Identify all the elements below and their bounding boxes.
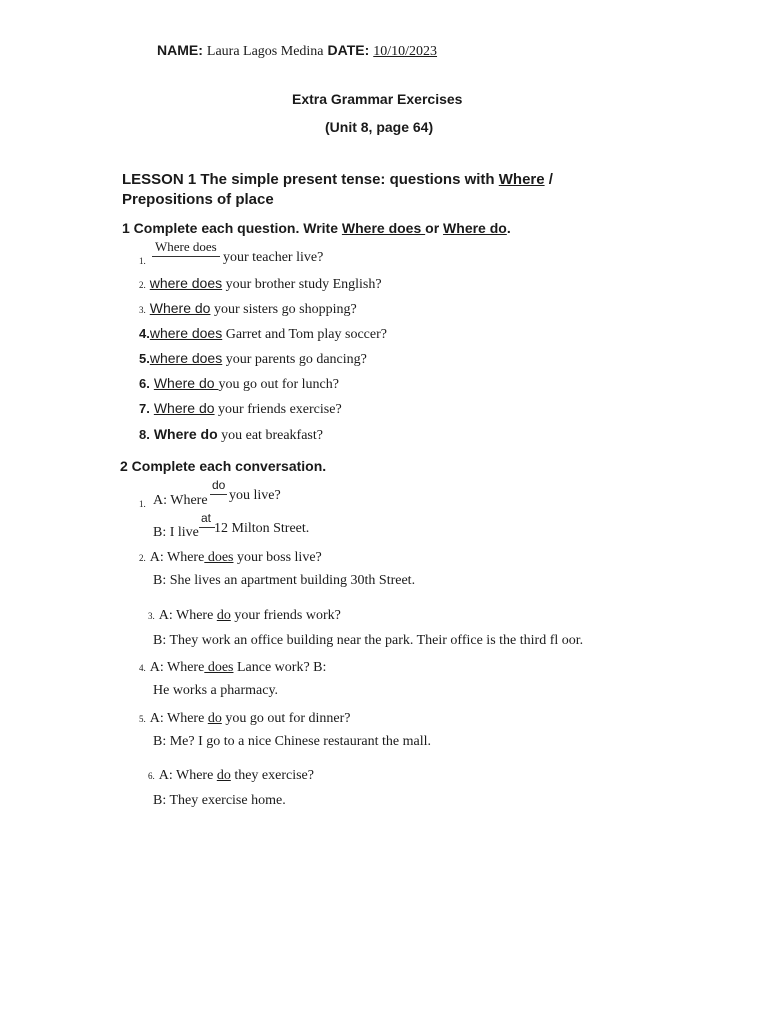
item-number: 3. <box>139 305 146 315</box>
name-label: NAME: <box>157 42 203 58</box>
item-number: 5. <box>139 714 146 724</box>
conv-5-answer: do <box>207 711 222 726</box>
question-3-text: your sisters go shopping? <box>210 302 357 317</box>
item-number: 4. <box>139 326 150 341</box>
list-item <box>139 426 323 444</box>
item-number: 2. <box>139 553 146 563</box>
conv-1-b-prefix: B: I live <box>153 525 199 540</box>
item-number: 4. <box>139 663 146 673</box>
conv-1-a-answer: do <box>212 478 226 492</box>
list-item <box>139 275 382 293</box>
conv-1-b-answer: at <box>201 511 212 525</box>
conversation-5-a: 5. A: Where do you go out for dinner? <box>139 711 351 726</box>
item-number: 6. <box>139 376 150 391</box>
conv-1-b-blank <box>199 527 215 528</box>
list-item <box>139 375 339 393</box>
answer-3: Where do <box>149 300 211 316</box>
item-number: 8. <box>139 427 150 442</box>
date-label: DATE: <box>327 42 370 58</box>
answer-4: where does <box>149 325 223 341</box>
exercise-2-instruction: 2 Complete each conversation. <box>120 458 327 474</box>
answer-6: Where do <box>153 375 219 391</box>
item-number: 1. <box>139 499 146 509</box>
item-number: 7. <box>139 401 150 416</box>
conv-1-a-rest: you live? <box>229 488 281 503</box>
list-item <box>139 400 342 418</box>
item-number: 6. <box>148 771 155 781</box>
item-number: 3. <box>148 611 155 621</box>
lesson-heading: LESSON 1 The simple present tense: questions with Where / <box>122 171 553 188</box>
question-5-text: your parents go dancing? <box>222 352 367 367</box>
conversation-2-a: 2. A: Where does your boss live? <box>139 550 322 565</box>
exercise-1-instruction: 1 Complete each question. Write Where does or Where do. <box>122 220 511 236</box>
answer-8: Where do <box>153 426 218 442</box>
conv-6-answer: do <box>216 768 231 783</box>
question-8-text: you eat breakfast? <box>217 428 323 443</box>
header <box>157 42 437 60</box>
conversation-6-a: 6. A: Where do they exercise? <box>148 768 314 783</box>
page-subtitle: (Unit 8, page 64) <box>325 119 434 135</box>
page-title: Extra Grammar Exercises <box>292 91 463 107</box>
question-1-text: your teacher live? <box>223 250 324 265</box>
conversation-3-a: 3. A: Where do your friends work? <box>148 608 341 623</box>
question-4-text: Garret and Tom play soccer? <box>222 327 387 342</box>
answer-7: Where do <box>153 400 215 416</box>
question-2-text: your brother study English? <box>222 277 382 292</box>
list-item <box>139 325 387 343</box>
conversation-3-b: B: They work an office building near the park. Their office is the third fl oor. <box>153 633 584 648</box>
answer-2: where does <box>149 275 223 291</box>
conversation-5-b: B: Me? I go to a nice Chinese restaurant the mall. <box>153 734 431 749</box>
conversation-2-b: B: She lives an apartment building 30th Street. <box>153 573 416 588</box>
conv-1-a-prefix: A: Where <box>153 493 208 508</box>
answer-1: Where does <box>155 239 217 254</box>
answer-5: where does <box>149 350 223 366</box>
conv-2-answer: does <box>204 550 234 565</box>
lesson-heading-line2: Prepositions of place <box>122 191 274 208</box>
item-number: 1. <box>139 256 146 266</box>
item-number: 2. <box>139 280 146 290</box>
question-6-text: you go out for lunch? <box>218 377 339 392</box>
name-value: Laura Lagos Medina <box>206 44 324 59</box>
answer-1-blank <box>152 256 220 257</box>
question-7-text: your friends exercise? <box>214 402 342 417</box>
date-value: 10/10/2023 <box>373 44 438 59</box>
conv-1-a-blank <box>210 494 227 495</box>
conversation-4-b: He works a pharmacy. <box>153 683 279 698</box>
conv-4-answer: does <box>204 660 234 675</box>
item-number: 5. <box>139 351 150 366</box>
conversation-4-a: 4. A: Where does Lance work? B: <box>139 660 327 675</box>
conv-3-answer: do <box>216 608 231 623</box>
conv-1-b-rest: 12 Milton Street. <box>214 521 310 536</box>
list-item <box>139 350 367 368</box>
conversation-6-b: B: They exercise home. <box>153 793 286 808</box>
list-item <box>139 300 357 318</box>
